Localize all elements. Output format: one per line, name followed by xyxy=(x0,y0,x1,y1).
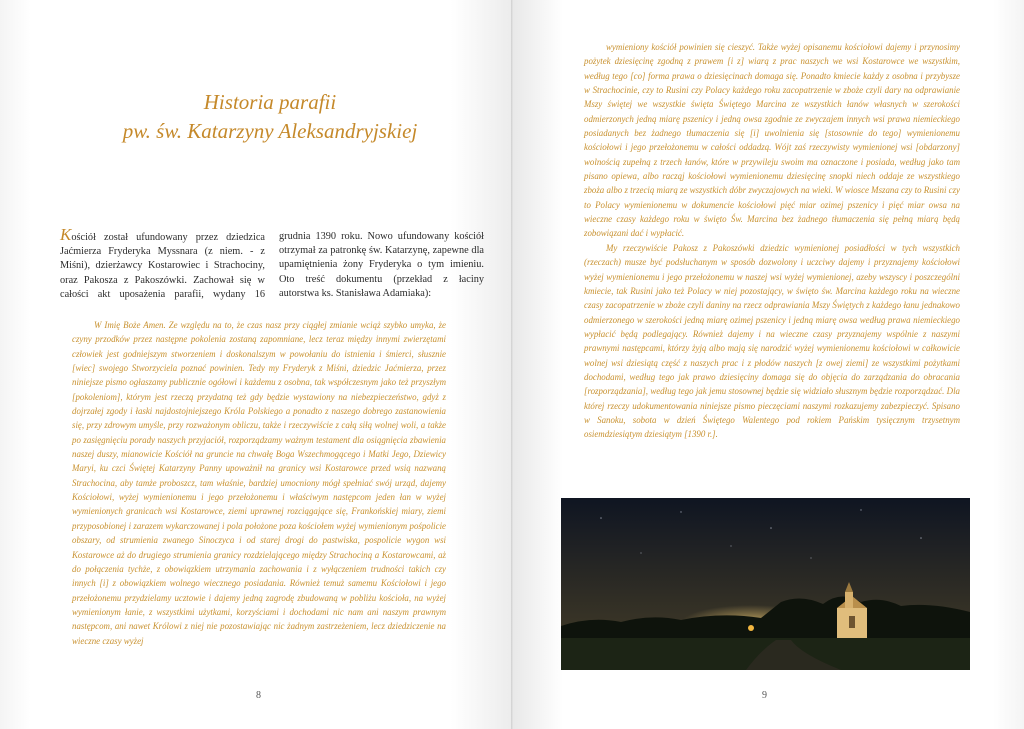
page-number-left: 8 xyxy=(256,690,261,701)
intro-body: ościół został ufundowany przez dziedzica Jaćmierza Fryderyka Myssnara (z niem. - z Miśni), dzierżawcy Kostarowiec i Strachociny, oraz Pakosza z Pakoszówki. Zachował się w całości akt uposażenia parafii, wydany 16 grudnia 1390 roku. Nowo ufundowany kościół otrzymał za patronkę św. Katarzynę, zapewne dla upamiętnienia żony Fryderyka o tym imieniu. Oto treść dokumentu (przekład z łaciny autorstwa ks. Stanisława Adamiaka): xyxy=(60,231,484,300)
photo-illustration xyxy=(561,498,970,670)
document-translation-right xyxy=(584,40,960,476)
script-paragraph: My rzeczywiście Pakosz z Pakoszówki dziedzic wymienionej posiadłości w tych wszystkich (rzeczach) musze być podsłuchanym w sposób dozwolony i uczciwy dajemy i przyznajemy kościołowi wyżej wymienionemu i jego przełożonemu w naszej wsi wyżej wymienionej, azeby wszyscy i poszczególni kmiecie, tak Rusini jako też Polacy w niej pozostający, w święto św. Marcina każdego roku na wieczne czasy zacopatrzenie w zboże czyli daniny na rzecz odprawiania Mszy Świętych z każdego łanu jednakowo odmierzonego w szerokości jedną miarę ozimej pszenicy i jedną miarę owsa według prawa niemieckiego wypłacić będą podlegający. Również dajemy i na wieczne czasy przyznajemy wspólnie z naszymi prawnymi następcami, którzy żyją albo mają się narodzić wyżej wymienionemu kościołowi w całkowicie wolnej wsi dziesiątą część z naszych prac i z płodów naszych [z owej ziemi] ze wszystkimi pożytkami dochodami, według tego jak prawo dziesięciny domaga się do objęcia do zarządzania do obracania [rozporządzania], według tego jak jemu stosownej będzie się widziało słusznym będzie rozporządzać. Dla której rzeczy udokumentowania niniejsze pismo pieczęciami naszymi rozkazujemy zabezpieczyć. Spisano w Sanoku, sobota w dzień Świętego Walentego pod rokiem Pańskim tysięcznym trzysetnym osiemdziesiątym dziesiątym [1390 r.]. xyxy=(584,242,960,440)
document-translation-left xyxy=(72,318,446,668)
title-line-2: pw. św. Katarzyny Aleksandryjskiej xyxy=(122,119,418,143)
script-paragraph: wymieniony kościół powinien się cieszyć. Także wyżej opisanemu kościołowi dajemy i przynosimy pożytek dziesięcinę zgodną z prawem [i z] wiarą z prac naszych we wsi Kostarowce we wszystkim, według tego [co] forma prawa o dziesięcinach domaga się. Ponadto kmiecie każdy z osobna i przybysze w Strachocinie, czy to Rusini czy Polacy każdego roku zacopatrzenie w zboże czyli dary na odprawianie Mszy świętej we wszystkie święta Świętego Marcina ze wszystkich łanów własnych w szerokości odmierzonych jedną miarę pszenicy i jedną owsa zgodnie ze zwyczajem innych wsi prawa niemieckiego posiadanych bez żadnego tłumaczenia się [i] uwolnienia się [stosownie do tego] wymienionemu kościołowi i jego przełożonemu w całości oddadzą. Wójt zaś rzeczywisty wymienionej wsi [obdarzony] wolnością zupełną z trzech łanów, które w przywileju swoim ma oznaczone i posiada, według jako tam pisano opiewa, albo racząj kościołowi wymienionemu dziesięcinę snopki niech oddaje ze wszystkiego zboża albo z trzecią miarą ze wszystkich dóbr zwyczajowych na wieki. W wiosce Mszana czy to Rusini czy to Polacy wymienionemu w dokumencie kościołowi pięć miar ozimej pszenicy i pięć miar owsa na wieczne czasy każdego roku w święto Św. Marcina bez żadnego tłumaczenia się pełną miarą będą zobowiązani dać i wypłacić. xyxy=(584,42,960,239)
intro-text xyxy=(60,225,484,312)
drop-cap: K xyxy=(60,225,72,244)
page-number-right: 9 xyxy=(762,690,767,701)
book-gutter xyxy=(511,0,513,729)
street-light xyxy=(748,625,754,631)
page-title xyxy=(60,88,480,146)
intro-paragraph xyxy=(60,225,484,302)
church-night-photo xyxy=(561,498,970,670)
title-line-1: Historia parafii xyxy=(203,90,337,114)
script-paragraph: W Imię Boże Amen. Ze względu na to, że czas nasz przy ciągłej zmianie wciąż szybko umyka, że czyny przodków przez następne pokolenia zostaną zapomniane, lecz teraz między innymi zwierzętami człowiek jest godniejszym stworzeniem i doskonalszym w powołaniu do istnienia i śmierci, słusznie [wiec] swojego Stworzyciela poznać powinien. Tedy my Fryderyk z Miśni, dziedzic Jaćmierza, przez niniejsze pismo ogłaszamy publicznie ogółowi i każdemu z osobna, tak współczesnym jako też przyszłym [pokoleniom], którym jest rzeczą przydatną też gdy będzie wystawiony na niebezpieczeństwo, gdyż z dojrzałej zgody i łaski najdostojniejszego Króla Polskiego a ponadto z naszego dobrego zastanowienia się, przy zdrowym umyśle, przy rozważonym obliczu, także i rzeczywiście z całą siłą wolnej woli, a także po zasięgnięciu porady naszych przyjaciół, rozporządzamy ważnym testament dla osiągnięcia zbawienia naszej duszy, mianowicie Kościół na gruncie na chwałę Boga Wszechmogącego i Matki Jego, Dziewicy Maryi, ku czci Świętej Katarzyny Panny upoważnił na granicy wsi Kostarowce przed wsią nazwaną Strachocina, aby tamże proboszcz, tam właśnie, bardziej umocniony mógł spełniać swój urząd, dajemy Kościołowi, wyżej wymienionemu i jego przełożonemu i właściwym następcom jeden łan w wyżej wymienionych granicach wsi Kostarowce, ziemi uprawnej rozciągające się, Frankońskiej miary, ziemi przyposobionej i zarazem wykarczowanej i pola położone poza kościołem wyżej wymienionym pośpolicie obszary, od strumienia zwanego Sinoczyca i od starej drogi do pastwiska, pospolicie wygon wsi Kostarowce aż do drugiego strumienia granicy rozdzielającego między Strachociną a Kostarowcami, aż do połączenia tychże, z obowiązkiem utrzymania zachowania i z wyłączeniem trudności takich czy innych [i] z obowiązkiem wolnego wiecznego posiadania. Również temuż samemu Kościołowi i jego przełożonemu przydzielamy ucztowie i dajemy jedną zagrodę zbudowaną w pobliżu kościoła, na wyżej wymienionym łanie, z wszystkimi użytkami, korzyściami i dochodami nic nam ani naszym prawnym następcom, ani nawet Królowi z niej nie pozostawiając nic żadnym zastrzeżeniem, lecz dziedziczenie na wieczne czasy wyżej xyxy=(72,320,446,646)
